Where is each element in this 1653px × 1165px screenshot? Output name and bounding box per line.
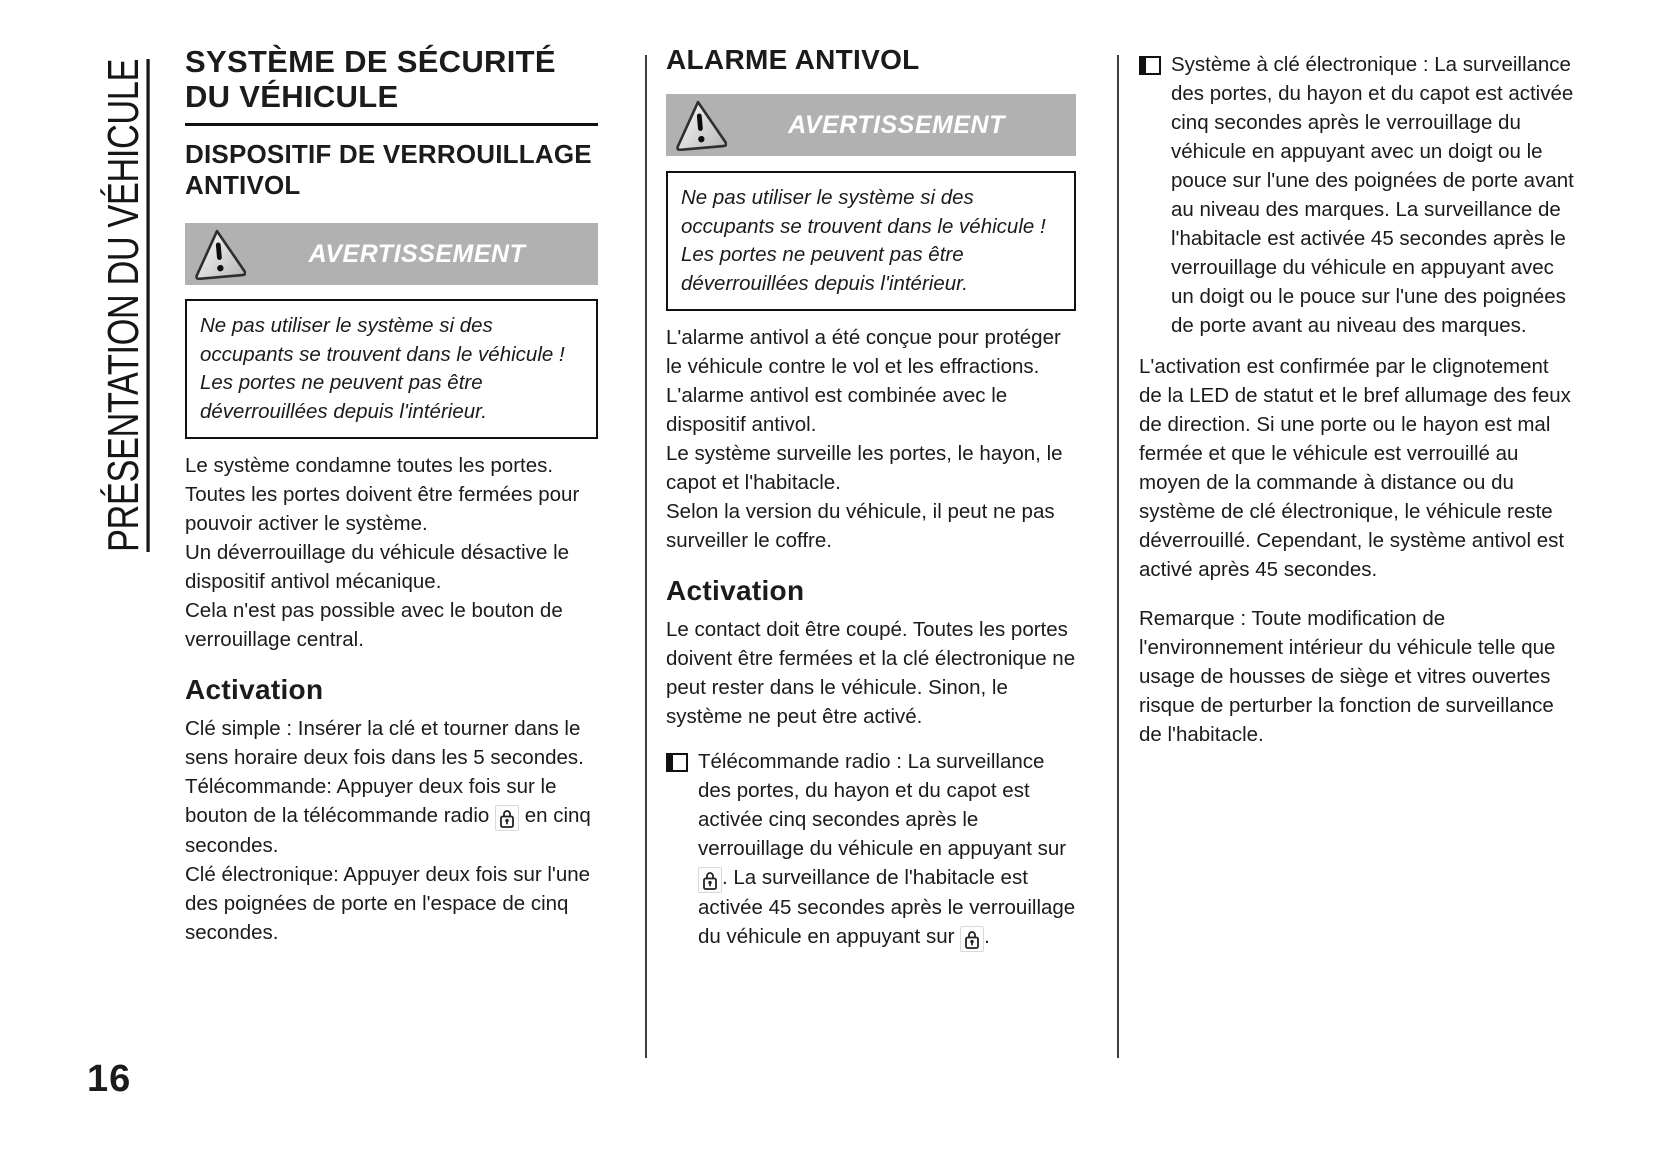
body-line-with-icon [185,772,598,860]
warning-banner-label: AVERTISSEMENT [788,110,1005,139]
section-title: ALARME ANTIVOL [666,44,920,75]
warning-note-box [185,299,598,439]
column-2 [666,44,1076,952]
warning-note-box [666,171,1076,311]
text-segment: . La surveillance de l'habitacle est activée 45 secondes après le verrouillage du véhicule en appuyant sur [698,866,1076,948]
list-item-text: Système à clé électronique : La surveillance des portes, du hayon et du capot est activée cinq secondes après le verrouillage du véhicule en appuyant avec un doigt ou le pouce sur l'une des poignées de porte avant au niveau des marques. La surveillance de l'habitacle est activée 45 secondes après le verrouillage du véhicule en appuyant avec un doigt ou le pouce sur l'une des poignées de porte avant au niveau des marques. [1171,53,1574,337]
activation-paragraphs [185,714,598,947]
page-number: 16 [87,1058,132,1100]
lock-icon [960,926,984,952]
body-line: Cela n'est pas possible avec le bouton de verrouillage central. [185,599,563,651]
column-1 [185,44,598,947]
column-divider [1117,55,1119,1058]
body-paragraphs [185,451,598,654]
text-segment: en cinq secondes. [185,804,591,857]
warning-triangle-icon [192,228,246,280]
body-paragraphs [1139,352,1575,749]
activation-heading: Activation [666,575,805,606]
warning-banner-label: AVERTISSEMENT [308,239,526,268]
body-line: Selon la version du véhicule, il peut ne pas surveiller le coffre. [666,500,1055,552]
section-title: SYSTÈME DE SÉCURITÉ DU VÉHICULE [185,44,556,114]
square-bullet-icon [666,753,688,772]
body-line: Clé électronique: Appuyer deux fois sur l'une des poignées de porte en l'espace de cinq secondes. [185,863,591,944]
activation-heading: Activation [185,674,324,705]
warning-note-text: Ne pas utiliser le système si des occupants se trouvent dans le véhicule ! Les portes ne peuvent pas être déverrouillées depuis l'intérieur. [681,186,1046,295]
warning-banner [185,223,598,285]
body-paragraph: L'activation est confirmée par le clignotement de la LED de statut et le bref allumage des feux de direction. Si une porte ou le hayon est mal fermée et que le véhicule est verrouillé au moyen de la commande à distance ou du système de clé électronique, le véhicule reste déverrouillé. Cependant, le système antivol est activé après 45 secondes. [1139,355,1571,581]
body-line: Le contact doit être coupé. Toutes les portes doivent être fermées et la clé électronique ne peut rester dans le véhicule. Sinon, le système ne peut être activé. [666,618,1076,728]
body-line: L'alarme antivol est combinée avec le dispositif antivol. [666,384,1008,436]
body-paragraphs [666,323,1076,555]
list-item-text [698,747,1076,952]
body-line: Clé simple : Insérer la clé et tourner dans le sens horaire deux fois dans les 5 secondes. [185,717,584,769]
sidebar-section-label: PRÉSENTATION DU VÉHICULE [100,58,148,552]
square-bullet-icon [1139,56,1161,75]
text-segment: . [984,925,990,948]
body-line: Le système surveille les portes, le hayon, le capot et l'habitacle. [666,442,1063,494]
body-line: Toutes les portes doivent être fermées pour pouvoir activer le système. [185,483,580,535]
column-3 [1139,50,1575,749]
remark-paragraph: Remarque : Toute modification de l'environnement intérieur du véhicule telle que usage de housses de siège et vitres ouvertes risque de perturber la fonction de surveillance de l'habitacle. [1139,607,1556,746]
activation-paragraph [666,615,1076,731]
column-divider [645,55,647,1058]
warning-note-text: Ne pas utiliser le système si des occupants se trouvent dans le véhicule ! Les portes ne peuvent pas être déverrouillées depuis l'intérieur. [200,314,565,423]
list-item [1139,50,1575,340]
title-rule [185,123,598,126]
body-line: Un déverrouillage du véhicule désactive le dispositif antivol mécanique. [185,541,570,593]
body-line: Le système condamne toutes les portes. [185,454,554,477]
lock-icon [698,867,722,893]
text-segment: Télécommande: Appuyer deux fois sur le bouton de la télécommande radio [185,775,557,827]
list-item [666,747,1076,952]
warning-banner [666,94,1076,156]
text-segment: Télécommande radio : La surveillance des portes, du hayon et du capot est activée cinq secondes après le verrouillage du véhicule en appuyant sur [698,750,1067,860]
subsection-title: DISPOSITIF DE VERROUILLAGE ANTIVOL [185,139,592,200]
lock-icon [495,805,519,831]
body-line: L'alarme antivol a été conçue pour protéger le véhicule contre le vol et les effractions. [666,326,1061,378]
warning-triangle-icon [673,99,727,151]
